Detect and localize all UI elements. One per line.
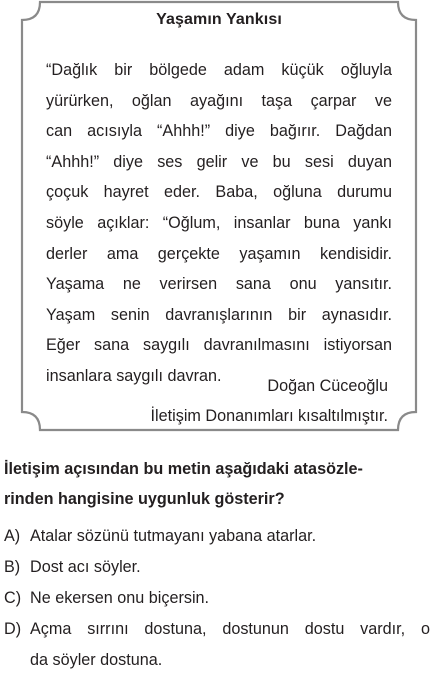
passage-attribution bbox=[151, 371, 388, 431]
question-line: rinden hangisine uygunluk gösterir? bbox=[4, 490, 285, 508]
answer-options bbox=[4, 521, 430, 676]
option-text: Dost acı söyler. bbox=[30, 558, 141, 576]
passage-line: Eğer sana saygılı davranılmasını istiyorsan bbox=[46, 336, 392, 355]
passage-line: insanlara saygılı davran. bbox=[46, 366, 222, 385]
option-letter: B) bbox=[4, 558, 21, 576]
option-letter: D) bbox=[4, 620, 22, 638]
option-letter: A) bbox=[4, 527, 21, 545]
passage-line: “Dağlık bir bölgede adam küçük oğluyla bbox=[46, 61, 392, 79]
passage-line: can acısıyla “Ahhh!” diye bağırır. Dağdan bbox=[46, 122, 392, 141]
author-name: Doğan Cüceoğlu bbox=[267, 377, 388, 395]
passage-line: yürürken, oğlan ayağını taşa çarpar ve bbox=[46, 91, 392, 110]
passage-title: Yaşamın Yankısı bbox=[156, 11, 282, 28]
question-line: İletişim açısından bu metin aşağıdaki atasözle- bbox=[4, 460, 363, 478]
source-note: İletişim Donanımları kısaltılmıştır. bbox=[150, 407, 388, 425]
option-letter: C) bbox=[4, 589, 22, 607]
passage-line: Yaşam senin davranışlarının bir aynasıdır. bbox=[46, 305, 392, 324]
passage-line: Yaşama ne verirsen sana onu yansıtır. bbox=[46, 275, 392, 294]
option-text: Atalar sözünü tutmayanı yabana atarlar. bbox=[30, 527, 317, 545]
option-b[interactable] bbox=[4, 552, 430, 583]
passage-line: çoçuk hayret eder. Baba, oğluna durumu bbox=[46, 183, 392, 202]
option-c[interactable] bbox=[4, 583, 430, 614]
option-a[interactable] bbox=[4, 521, 430, 552]
option-d[interactable] bbox=[4, 614, 430, 676]
passage-text bbox=[46, 55, 392, 392]
passage-line: “Ahhh!” diye ses gelir ve bu sesi duyan bbox=[46, 152, 392, 171]
passage-line: derler ama gerçekte yaşamın kendisidir. bbox=[46, 244, 392, 263]
option-text: Açma sırrını dostuna, dostunun dostu vardır, o bbox=[30, 620, 430, 638]
passage-line: söyle açıklar: “Oğlum, insanlar buna yankı bbox=[46, 213, 392, 232]
option-text: Ne ekersen onu biçersin. bbox=[30, 589, 210, 607]
reading-text-box bbox=[20, 0, 418, 432]
option-text: da söyler dostuna. bbox=[30, 651, 163, 669]
question-stem bbox=[4, 454, 428, 514]
